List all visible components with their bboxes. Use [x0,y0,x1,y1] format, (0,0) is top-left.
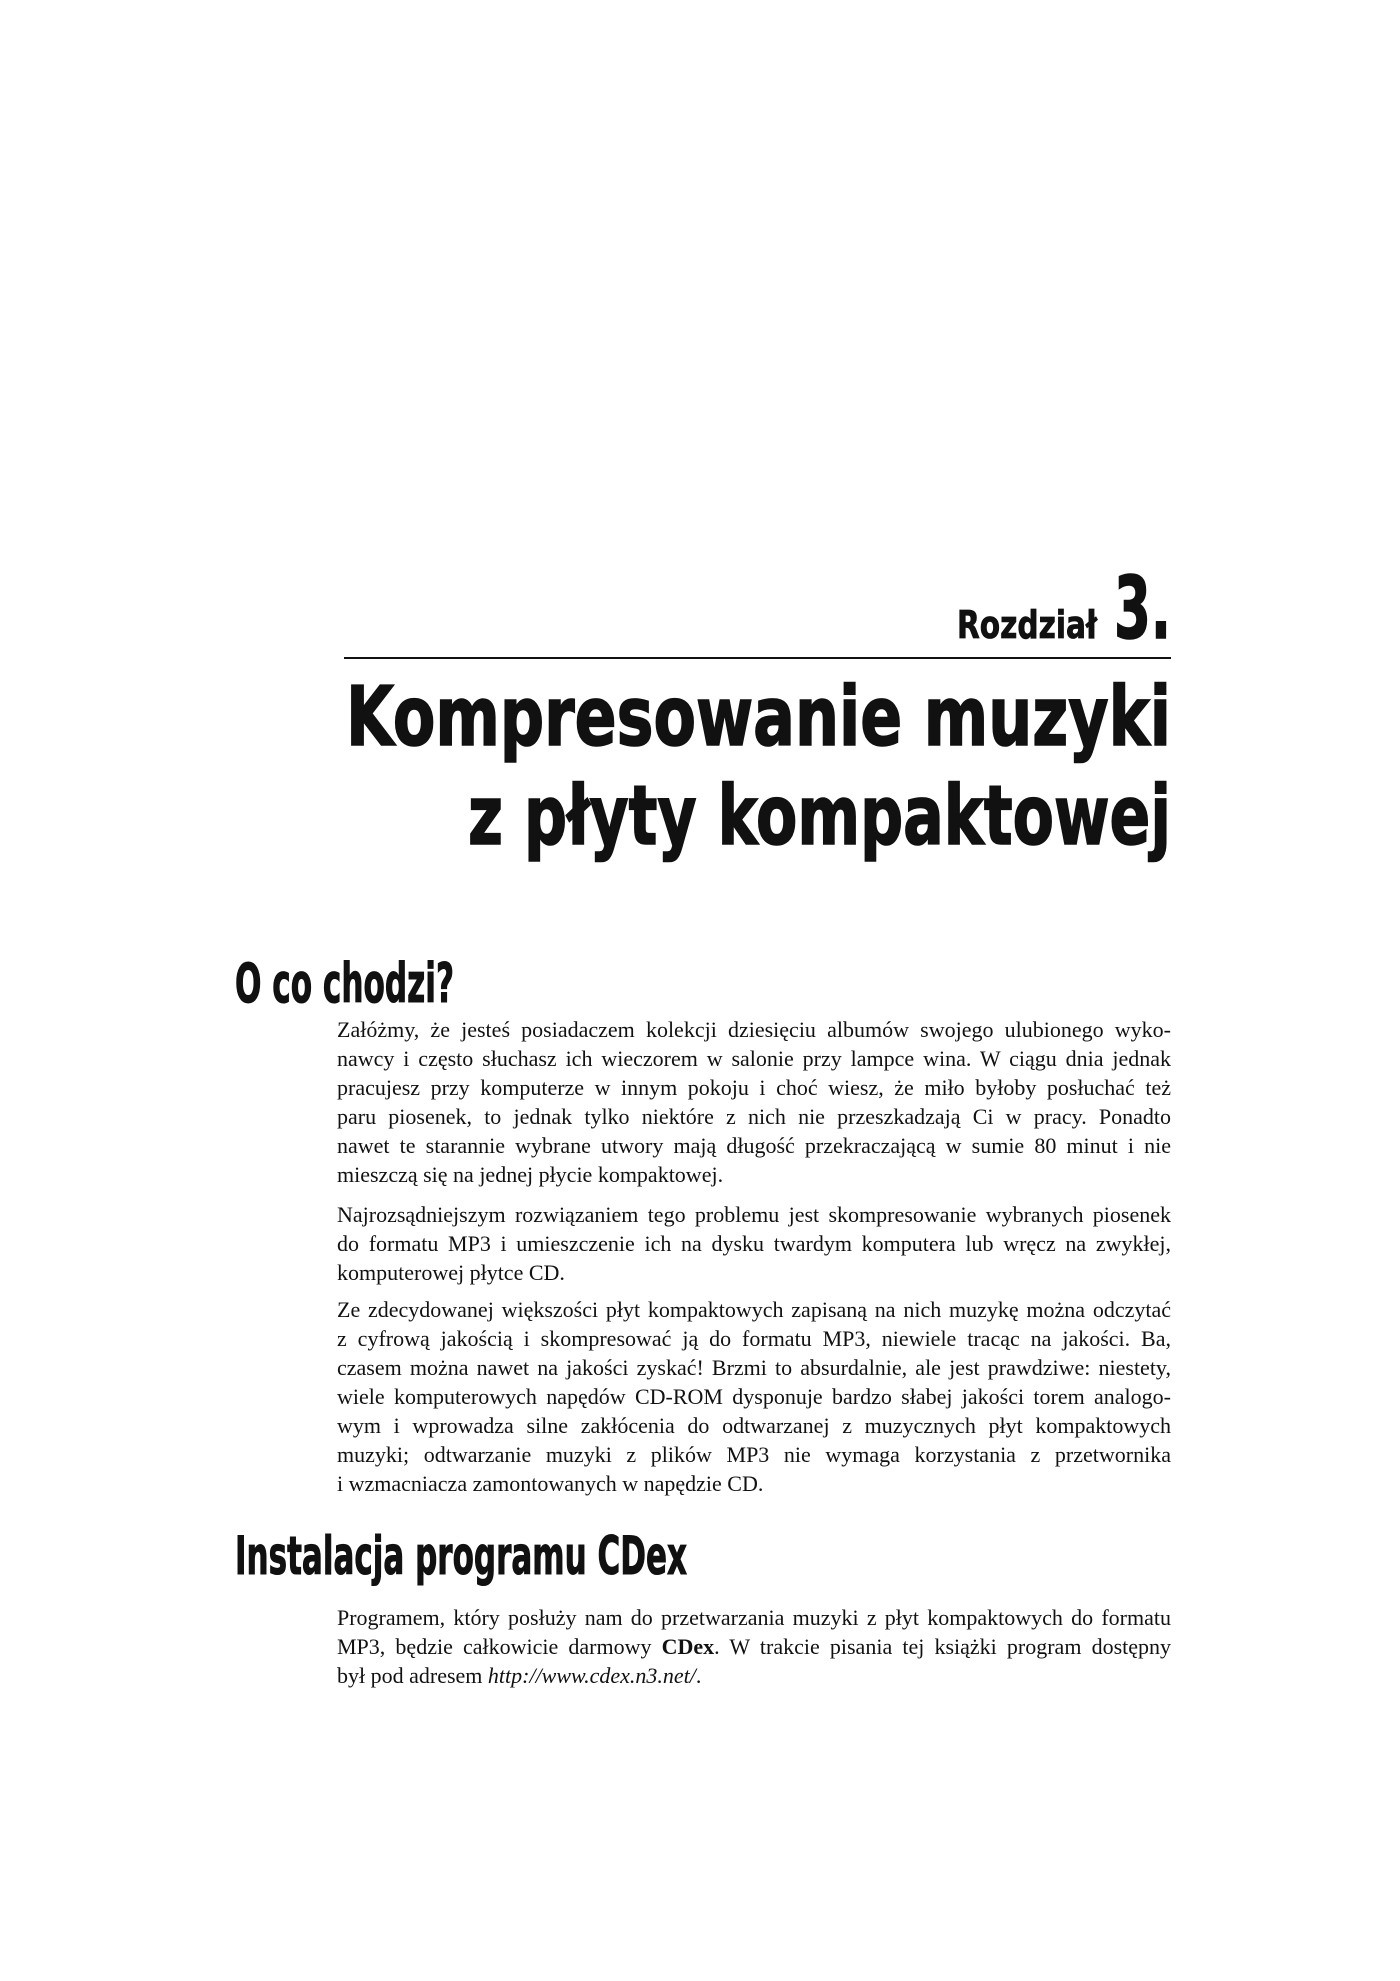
paragraph-line: muzyki; odtwarzanie muzyki z plików MP3 nie wymaga korzystania z przetwornika [337,1442,1171,1467]
paragraph [337,1295,1171,1498]
paragraph-line: pracujesz przy komputerze w innym pokoju i choć wiesz, że miło byłoby posłuchać też [337,1075,1171,1100]
section-heading: Instalacja programu CDex [235,1526,687,1587]
paragraph-line: czasem można nawet na jakości zyskać! Brzmi to absurdalnie, ale jest prawdziwe: niestety, [337,1355,1171,1380]
chapter-title-line-2: z płyty kompaktowej [468,769,1171,864]
line-text: był pod adresem [337,1663,488,1688]
paragraph-line: mieszczą się na jednej płycie kompaktowej. [337,1162,724,1187]
paragraph [337,1200,1171,1287]
chapter-label: Rozdział [957,603,1098,647]
line-text: . [695,1663,702,1688]
paragraph-line: nawcy i często słuchasz ich wieczorem w salonie przy lampce wina. W ciągu dnia jednak [337,1046,1171,1071]
paragraph-line: wiele komputerowych napędów CD-ROM dysponuje bardzo słabej jakości torem analogo- [337,1384,1171,1409]
paragraph-line: Załóżmy, że jesteś posiadaczem kolekcji dziesięciu albumów swojego ulubionego wyko- [337,1017,1171,1042]
paragraph-line [337,1661,1171,1690]
line-text: MP3, będzie całkowicie darmowy [337,1634,662,1659]
paragraph-line: paru piosenek, to jednak tylko niektóre z nich nie przeszkadzają Ci w pracy. Ponadto [337,1104,1171,1129]
paragraph [337,1015,1171,1189]
paragraph-line: komputerowej płytce CD. [337,1260,565,1285]
url-text: http://www.cdex.n3.net/ [487,1663,696,1688]
paragraph-line: do formatu MP3 i umieszczenie ich na dysku twardym komputera lub wręcz na zwykłej, [337,1231,1171,1256]
paragraph-line: Programem, który posłuży nam do przetwarzania muzyki z płyt kompaktowych do formatu [337,1605,1171,1630]
paragraph-line [337,1632,1171,1661]
paragraph-line: Ze zdecydowanej większości płyt kompaktowych zapisaną na nich muzykę można odczytać [337,1297,1171,1322]
line-text: . W trakcie pisania tej książki program dostępny [714,1634,1172,1659]
chapter-number: 3. [1114,559,1171,659]
paragraph-line: Najrozsądniejszym rozwiązaniem tego problemu jest skompresowanie wybranych piosenek [337,1202,1171,1227]
chapter-title-line-1: Kompresowanie muzyki [346,670,1171,765]
paragraph [337,1603,1171,1690]
section-heading: O co chodzi? [235,952,454,1015]
paragraph-line: z cyfrową jakością i skompresować ją do formatu MP3, niewiele tracąc na jakości. Ba, [337,1326,1171,1351]
paragraph-line: nawet te starannie wybrane utwory mają długość przekraczającą w sumie 80 minut i nie [337,1133,1171,1158]
paragraph-line: wym i wprowadza silne zakłócenia do odtwarzanej z muzycznych płyt kompaktowych [337,1413,1171,1438]
program-name: CDex [661,1634,715,1659]
paragraph-line: i wzmacniacza zamontowanych w napędzie CD. [337,1471,764,1496]
